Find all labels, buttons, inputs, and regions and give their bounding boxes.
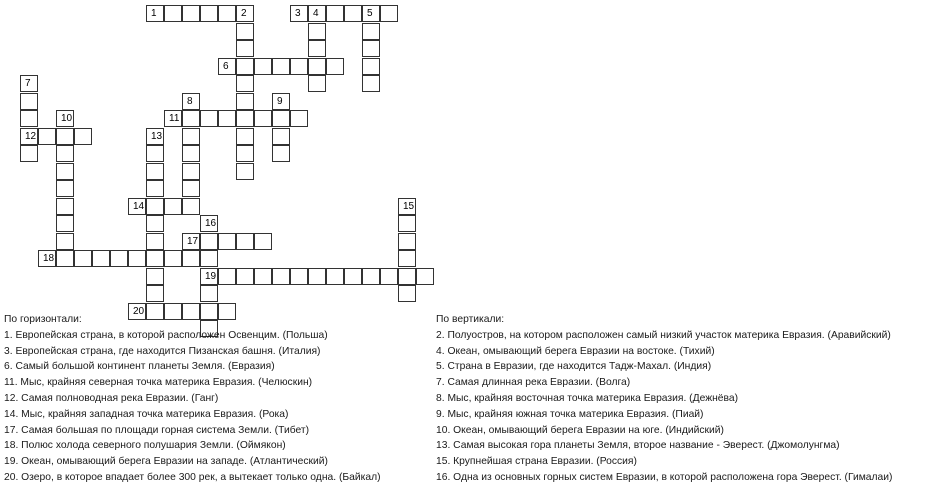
clue-number: 9 <box>277 95 283 107</box>
clue-across: 20. Озеро, в которое впадает более 300 рек, а вытекает только одна. (Байкал) <box>4 471 381 483</box>
crossword-cell[interactable] <box>218 5 236 22</box>
clue-number: 13 <box>151 130 163 142</box>
clue-down: 4. Океан, омывающий берега Евразии на востоке. (Тихий) <box>436 345 715 357</box>
crossword-cell[interactable] <box>326 58 344 75</box>
crossword-cell[interactable] <box>326 5 344 22</box>
crossword-cell[interactable] <box>272 58 290 75</box>
clue-number: 14 <box>133 200 145 212</box>
crossword-cell[interactable] <box>236 268 254 285</box>
crossword-cell[interactable] <box>200 5 218 22</box>
crossword-cell[interactable] <box>20 145 38 162</box>
clue-across: 18. Полюс холода северного полушария Земли. (Оймякон) <box>4 440 286 452</box>
clue-down: 7. Самая длинная река Евразии. (Волга) <box>436 377 631 389</box>
crossword-cell[interactable] <box>20 128 38 145</box>
crossword-cell[interactable] <box>146 215 164 232</box>
crossword-cell[interactable] <box>218 233 236 250</box>
clue-across: 6. Самый большой континент планеты Земля. (Евразия) <box>4 361 275 373</box>
crossword-cell[interactable] <box>182 128 200 145</box>
crossword-cell[interactable] <box>308 268 326 285</box>
crossword-cell[interactable] <box>146 180 164 197</box>
clue-down: 5. Страна в Евразии, где находится Тадж-Махал. (Индия) <box>436 361 712 373</box>
crossword-cell[interactable] <box>290 268 308 285</box>
crossword-cell[interactable] <box>56 145 74 162</box>
crossword-cell[interactable] <box>182 198 200 215</box>
crossword-cell[interactable] <box>236 145 254 162</box>
crossword-cell[interactable] <box>362 40 380 57</box>
clue-down: 16. Одна из основных горных систем Евразии, в которой расположена гора Эверест. (Гималаи) <box>436 471 893 483</box>
crossword-cell[interactable] <box>56 215 74 232</box>
clue-number: 17 <box>187 235 199 247</box>
clues-down <box>436 312 892 486</box>
crossword-cell[interactable] <box>218 58 236 75</box>
crossword-cell[interactable] <box>308 5 326 22</box>
crossword-cell[interactable] <box>182 233 200 250</box>
clues-across <box>4 312 381 486</box>
clue-across: 1. Европейская страна, в которой расположен Освенцим. (Польша) <box>4 329 328 341</box>
crossword-cell[interactable] <box>200 233 218 250</box>
crossword-cell[interactable] <box>290 110 308 127</box>
clue-number: 4 <box>313 8 319 19</box>
crossword-cell[interactable] <box>416 268 434 285</box>
clue-number: 5 <box>367 8 373 19</box>
crossword-cell[interactable] <box>236 163 254 180</box>
crossword-cell[interactable] <box>398 285 416 302</box>
crossword-cell[interactable] <box>236 93 254 110</box>
crossword-cell[interactable] <box>200 110 218 127</box>
crossword-cell[interactable] <box>20 110 38 127</box>
crossword-cell[interactable] <box>56 180 74 197</box>
crossword-cell[interactable] <box>38 128 56 145</box>
crossword-cell[interactable] <box>146 285 164 302</box>
down-title: По вертикали: <box>436 314 505 325</box>
clue-number: 19 <box>205 270 217 282</box>
crossword-cell[interactable] <box>380 5 398 22</box>
crossword-cell[interactable] <box>164 110 182 127</box>
clue-number: 16 <box>205 218 217 229</box>
crossword-cell[interactable] <box>164 5 182 22</box>
clue-number: 15 <box>403 200 415 212</box>
crossword-cell[interactable] <box>74 128 92 145</box>
crossword-cell[interactable] <box>362 268 380 285</box>
clue-number: 3 <box>295 8 301 19</box>
crossword-cell[interactable] <box>38 250 56 267</box>
crossword-cell[interactable] <box>272 268 290 285</box>
clue-down: 9. Мыс, крайняя южная точка материка Евразия. (Пиай) <box>436 408 704 420</box>
clue-across: 3. Европейская страна, где находится Пизанская башня. (Италия) <box>4 345 321 357</box>
crossword-cell[interactable] <box>56 128 74 145</box>
crossword-cell[interactable] <box>164 250 182 267</box>
crossword-cell[interactable] <box>164 198 182 215</box>
crossword-cell[interactable] <box>308 23 326 40</box>
clue-down: 10. Океан, омывающий берега Евразии на юге. (Индийский) <box>436 424 724 436</box>
crossword-cell[interactable] <box>272 128 290 145</box>
clue-down: 13. Самая высокая гора планеты Земля, второе название - Эверест. (Джомолунгма) <box>436 440 840 452</box>
crossword-cell[interactable] <box>200 250 218 267</box>
crossword-cell[interactable] <box>218 110 236 127</box>
crossword-cell[interactable] <box>254 268 272 285</box>
clue-number: 12 <box>25 130 37 142</box>
crossword-cell[interactable] <box>254 110 272 127</box>
crossword-cell[interactable] <box>398 268 416 285</box>
crossword-cell[interactable] <box>20 93 38 110</box>
clue-down: 8. Мыс, крайняя восточная точка материка Евразия. (Дежнёва) <box>436 392 739 404</box>
crossword-cell[interactable] <box>182 110 200 127</box>
clue-down: 15. Крупнейшая страна Евразии. (Россия) <box>436 456 637 468</box>
crossword-cell[interactable] <box>182 250 200 267</box>
clue-across: 19. Океан, омывающий берега Евразии на западе. (Атлантический) <box>4 456 328 468</box>
clue-number: 1 <box>151 8 157 19</box>
crossword-cell[interactable] <box>272 110 290 127</box>
crossword-cell[interactable] <box>200 268 218 285</box>
crossword-cell[interactable] <box>398 198 416 215</box>
crossword-cell[interactable] <box>182 5 200 22</box>
crossword-cell[interactable] <box>380 268 398 285</box>
crossword-cell[interactable] <box>200 285 218 302</box>
crossword-cell[interactable] <box>326 268 344 285</box>
crossword-cell[interactable] <box>110 250 128 267</box>
crossword-cell[interactable] <box>236 128 254 145</box>
crossword-cell[interactable] <box>182 93 200 110</box>
crossword-cell[interactable] <box>308 58 326 75</box>
clue-across: 12. Самая полноводная река Евразии. (Ганг) <box>4 392 219 404</box>
crossword-cell[interactable] <box>398 215 416 232</box>
crossword-cell[interactable] <box>344 5 362 22</box>
clue-number: 18 <box>43 253 55 264</box>
across-title: По горизонтали: <box>4 314 82 325</box>
crossword-cell[interactable] <box>218 268 236 285</box>
crossword-cell[interactable] <box>362 58 380 75</box>
crossword-cell[interactable] <box>56 250 74 267</box>
crossword-cell[interactable] <box>56 163 74 180</box>
crossword-cell[interactable] <box>308 40 326 57</box>
clue-number: 11 <box>169 113 180 124</box>
crossword-cell[interactable] <box>236 40 254 57</box>
crossword-cell[interactable] <box>20 75 38 92</box>
crossword-cell[interactable] <box>200 215 218 232</box>
crossword-cell[interactable] <box>236 5 254 22</box>
crossword-cell[interactable] <box>182 163 200 180</box>
crossword-cell[interactable] <box>362 23 380 40</box>
crossword-cell[interactable] <box>146 233 164 250</box>
crossword-cell[interactable] <box>146 145 164 162</box>
clue-across: 11. Мыс, крайняя северная точка материка Евразия. (Челюскин) <box>4 377 313 389</box>
clue-across: 14. Мыс, крайняя западная точка материка Евразия. (Рока) <box>4 408 289 420</box>
crossword-cell[interactable] <box>146 163 164 180</box>
crossword-cell[interactable] <box>128 198 146 215</box>
crossword-cell[interactable] <box>146 5 164 22</box>
crossword-cell[interactable] <box>398 233 416 250</box>
crossword-cell[interactable] <box>254 233 272 250</box>
crossword-cell[interactable] <box>254 58 272 75</box>
crossword-cell[interactable] <box>56 110 74 127</box>
clue-number: 10 <box>61 113 73 124</box>
clue-number: 20 <box>133 305 145 317</box>
crossword-cell[interactable] <box>362 5 380 22</box>
crossword-cell[interactable] <box>272 93 290 110</box>
crossword-cell[interactable] <box>398 250 416 267</box>
crossword-cell[interactable] <box>236 75 254 92</box>
clue-across: 17. Самая большая по площади горная система Земли. (Тибет) <box>4 424 310 436</box>
crossword-cell[interactable] <box>344 268 362 285</box>
clue-number: 8 <box>187 95 193 107</box>
crossword-cell[interactable] <box>182 145 200 162</box>
clue-down: 2. Полуостров, на котором расположен самый низкий участок материка Евразия. (Аравийский) <box>436 329 891 341</box>
crossword-cell[interactable] <box>236 23 254 40</box>
crossword-cell[interactable] <box>236 58 254 75</box>
crossword-cell[interactable] <box>56 233 74 250</box>
clue-number: 2 <box>241 8 247 19</box>
crossword-cell[interactable] <box>290 5 308 22</box>
crossword-cell[interactable] <box>308 75 326 92</box>
crossword-cell[interactable] <box>236 110 254 127</box>
crossword-cell[interactable] <box>146 198 164 215</box>
clue-number: 7 <box>25 78 31 89</box>
crossword-cell[interactable] <box>56 198 74 215</box>
clue-number: 6 <box>223 60 229 72</box>
crossword-cell[interactable] <box>272 145 290 162</box>
crossword-cell[interactable] <box>128 250 146 267</box>
crossword-cell[interactable] <box>74 250 92 267</box>
crossword-cell[interactable] <box>236 233 254 250</box>
crossword-cell[interactable] <box>146 268 164 285</box>
crossword-cell[interactable] <box>146 250 164 267</box>
crossword-cell[interactable] <box>362 75 380 92</box>
crossword-cell[interactable] <box>146 128 164 145</box>
crossword-cell[interactable] <box>92 250 110 267</box>
crossword-cell[interactable] <box>182 180 200 197</box>
crossword-cell[interactable] <box>290 58 308 75</box>
